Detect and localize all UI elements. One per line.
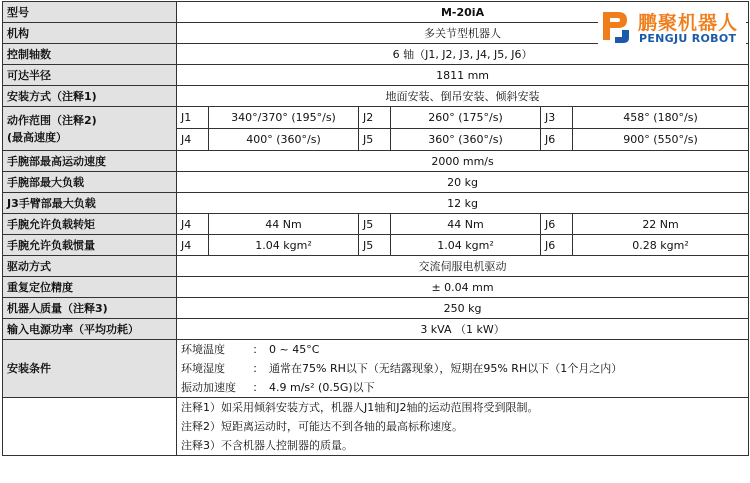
row-repeat bbox=[3, 277, 749, 298]
env-hum-value: 通常在75% RH以下（无结露现象），短期在95% RH以下（1个月之内） bbox=[269, 362, 623, 375]
label-install: 安装方式（注释1) bbox=[3, 86, 177, 107]
label-repeat: 重复定位精度 bbox=[3, 277, 177, 298]
row-notes bbox=[3, 398, 749, 456]
row-wrist-speed bbox=[3, 151, 749, 172]
axis-j3: J3 bbox=[541, 107, 573, 129]
torque-j5: 44 Nm bbox=[391, 214, 541, 235]
env-humidity bbox=[181, 359, 744, 378]
range-j5: 360° (360°/s) bbox=[391, 129, 541, 151]
range-j2: 260° (175°/s) bbox=[391, 107, 541, 129]
env-vib-key: 振动加速度 bbox=[181, 381, 236, 394]
row-motion-1 bbox=[3, 107, 749, 129]
label-mechanism: 机构 bbox=[3, 23, 177, 44]
label-wrist-load: 手腕部最大负载 bbox=[3, 172, 177, 193]
logo-text-cn: 鹏聚机器人 bbox=[638, 12, 739, 34]
env-vibration bbox=[181, 378, 744, 397]
label-drive: 驱动方式 bbox=[3, 256, 177, 277]
inertia-axis-j6: J6 bbox=[541, 235, 573, 256]
torque-j6: 22 Nm bbox=[573, 214, 749, 235]
value-model: M-20iA bbox=[177, 2, 749, 23]
notes-cell bbox=[177, 398, 749, 456]
row-reach bbox=[3, 65, 749, 86]
inertia-j5: 1.04 kgm² bbox=[391, 235, 541, 256]
torque-axis-j6: J6 bbox=[541, 214, 573, 235]
value-reach: 1811 mm bbox=[177, 65, 749, 86]
label-motion-line2: (最高速度） bbox=[7, 130, 68, 144]
spec-table bbox=[2, 1, 749, 456]
range-j4: 400° (360°/s) bbox=[209, 129, 359, 151]
label-mass: 机器人质量（注释3) bbox=[3, 298, 177, 319]
row-mass bbox=[3, 298, 749, 319]
label-j3-load: J3手臂部最大负载 bbox=[3, 193, 177, 214]
axis-j2: J2 bbox=[359, 107, 391, 129]
value-wrist-speed: 2000 mm/s bbox=[177, 151, 749, 172]
value-mass: 250 kg bbox=[177, 298, 749, 319]
label-motion-line1: 动作范围（注释2) bbox=[7, 113, 97, 127]
inertia-j4: 1.04 kgm² bbox=[209, 235, 359, 256]
env-hum-colon: ： bbox=[252, 362, 264, 375]
note-2: 注释2）短距离运动时，可能达不到各轴的最高标称速度。 bbox=[181, 420, 463, 433]
env-temp-colon: ： bbox=[252, 343, 264, 356]
axis-j4: J4 bbox=[177, 129, 209, 151]
axis-j1: J1 bbox=[177, 107, 209, 129]
axis-j5: J5 bbox=[359, 129, 391, 151]
value-wrist-load: 20 kg bbox=[177, 172, 749, 193]
row-env bbox=[3, 340, 749, 398]
row-j3-load bbox=[3, 193, 749, 214]
label-inertia: 手腕允许负载惯量 bbox=[3, 235, 177, 256]
row-wrist-load bbox=[3, 172, 749, 193]
range-j3: 458° (180°/s) bbox=[573, 107, 749, 129]
label-env: 安装条件 bbox=[3, 340, 177, 398]
torque-j4: 44 Nm bbox=[209, 214, 359, 235]
note-1: 注释1）如采用倾斜安装方式，机器人J1轴和J2轴的运动范围将受到限制。 bbox=[181, 401, 539, 414]
torque-axis-j5: J5 bbox=[359, 214, 391, 235]
notes-blank bbox=[3, 398, 177, 456]
note-3: 注释3）不含机器人控制器的质量。 bbox=[181, 439, 353, 452]
env-vib-colon: ： bbox=[252, 381, 264, 394]
row-inertia bbox=[3, 235, 749, 256]
label-reach: 可达半径 bbox=[3, 65, 177, 86]
value-mechanism: 多关节型机器人 bbox=[177, 23, 749, 44]
label-torque: 手腕允许负载转矩 bbox=[3, 214, 177, 235]
label-axes: 控制轴数 bbox=[3, 44, 177, 65]
env-temp-value: 0 ~ 45°C bbox=[269, 343, 320, 356]
label-wrist-speed: 手腕部最高运动速度 bbox=[3, 151, 177, 172]
value-power: 3 kVA （1 kW） bbox=[177, 319, 749, 340]
label-motion bbox=[3, 107, 177, 151]
label-model: 型号 bbox=[3, 2, 177, 23]
label-power: 输入电源功率（平均功耗） bbox=[3, 319, 177, 340]
value-axes: 6 轴（J1, J2, J3, J4, J5, J6） bbox=[177, 44, 749, 65]
env-conditions bbox=[177, 340, 749, 398]
torque-axis-j4: J4 bbox=[177, 214, 209, 235]
row-drive bbox=[3, 256, 749, 277]
row-power bbox=[3, 319, 749, 340]
env-hum-key: 环境湿度 bbox=[181, 362, 225, 375]
range-j1: 340°/370° (195°/s) bbox=[209, 107, 359, 129]
pengju-logo-mark-icon bbox=[600, 8, 632, 44]
inertia-j6: 0.28 kgm² bbox=[573, 235, 749, 256]
logo-text-en: PENGJU ROBOT bbox=[639, 32, 737, 45]
value-install: 地面安装、倒吊安装、倾斜安装 bbox=[177, 86, 749, 107]
row-install bbox=[3, 86, 749, 107]
env-vib-value: 4.9 m/s² (0.5G)以下 bbox=[269, 381, 375, 394]
value-j3-load: 12 kg bbox=[177, 193, 749, 214]
env-temp-key: 环境温度 bbox=[181, 343, 225, 356]
pengju-logo bbox=[598, 6, 746, 48]
range-j6: 900° (550°/s) bbox=[573, 129, 749, 151]
axis-j6: J6 bbox=[541, 129, 573, 151]
env-temp bbox=[181, 340, 744, 359]
value-repeat: ± 0.04 mm bbox=[177, 277, 749, 298]
row-torque bbox=[3, 214, 749, 235]
inertia-axis-j5: J5 bbox=[359, 235, 391, 256]
value-drive: 交流伺服电机驱动 bbox=[177, 256, 749, 277]
inertia-axis-j4: J4 bbox=[177, 235, 209, 256]
